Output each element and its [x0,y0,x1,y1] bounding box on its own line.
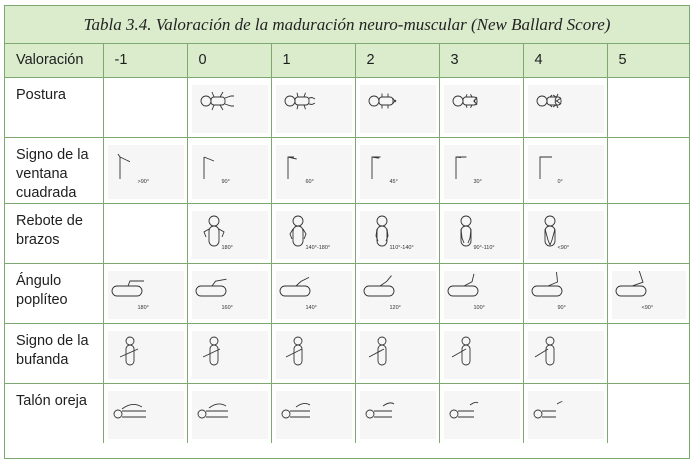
maneuver-figure [276,271,352,319]
score-cell [523,204,607,264]
heel-ear-0-icon [192,391,268,439]
maneuver-figure [192,391,268,439]
angle-label: 90°-110° [473,245,495,251]
recoil-2-icon [360,211,436,259]
score-cell [103,138,187,204]
criterion-row [5,324,689,384]
score-cell [103,324,187,384]
maneuver-figure [192,211,268,259]
score-cell [187,204,271,264]
score-cell [355,204,439,264]
score-cell [103,264,187,324]
angle-label: 180° [137,305,149,311]
criterion-row [5,78,689,138]
header-valoracion: Valoración [5,44,103,78]
score-cell [355,78,439,138]
angle-label: <90° [557,245,570,251]
window-0-icon [192,145,268,193]
angle-label: 160° [221,305,233,311]
angle-label: <90° [641,305,654,311]
criterion-label: Talón oreja [5,384,103,444]
score-cell [439,78,523,138]
header-score: 0 [187,44,271,78]
score-cell [607,204,689,264]
maneuver-figure [276,85,352,133]
score-cell [607,264,689,324]
criterion-label: Signo de la bufanda [5,324,103,384]
maneuver-figure [360,85,436,133]
header-score: 3 [439,44,523,78]
maneuver-figure [528,211,604,259]
angle-label: 30° [473,179,482,185]
posture-3-icon [444,85,520,133]
maneuver-figure [444,145,520,199]
heel-ear-3-icon [444,391,520,439]
criterion-row [5,138,689,204]
score-cell [271,324,355,384]
angle-label: 140° [305,305,317,311]
posture-2-icon [360,85,436,133]
score-cell [607,324,689,384]
scarf-1-icon [276,331,352,379]
score-cell [439,264,523,324]
recoil-0-icon [192,211,268,259]
score-cell [439,204,523,264]
maneuver-figure [360,145,436,199]
angle-label: 90° [221,179,230,185]
angle-label: 90° [557,305,566,311]
score-cell [355,138,439,204]
score-cell [439,138,523,204]
maneuver-figure [528,391,604,439]
score-cell [103,78,187,138]
popliteal-2-icon [360,271,436,319]
criterion-label: Rebote de brazos [5,204,103,264]
recoil-4-icon [528,211,604,259]
recoil-1-icon [276,211,352,259]
maneuver-figure [444,331,520,379]
angle-label: 140°-180° [305,245,331,251]
maneuver-figure [444,85,520,133]
scarf-3-icon [444,331,520,379]
heel-ear-4-icon [528,391,604,439]
score-cell [271,384,355,444]
angle-label: 120° [389,305,401,311]
window-3-icon [444,145,520,193]
maneuver-figure [108,271,184,319]
header-score: -1 [103,44,187,78]
maneuver-figure [192,145,268,199]
heel-ear-2-icon [360,391,436,439]
maneuver-figure [192,331,268,379]
angle-label: 180° [221,245,233,251]
maneuver-figure [276,145,352,199]
score-cell [187,264,271,324]
maneuver-figure [528,85,604,133]
posture-0-icon [192,85,268,133]
score-cell [523,78,607,138]
score-cell [523,138,607,204]
maneuver-figure [528,331,604,379]
angle-label: 110°-140° [389,245,414,251]
maneuver-figure [444,211,520,259]
score-cell [607,384,689,444]
score-cell [607,138,689,204]
maneuver-figure [444,391,520,439]
score-cell [187,324,271,384]
scarf-0-icon [192,331,268,379]
maneuver-figure [192,85,268,133]
recoil-3-icon [444,211,520,259]
popliteal-m1-icon [108,271,184,319]
heel-ear-m1-icon [108,391,184,439]
popliteal-0-icon [192,271,268,319]
window-4-icon [528,145,604,193]
maneuver-figure [528,271,604,319]
maneuver-figure [360,331,436,379]
score-cell [271,78,355,138]
score-cell [187,138,271,204]
score-cell [103,204,187,264]
score-cell [523,324,607,384]
score-cell [439,324,523,384]
scarf-m1-icon [108,331,184,379]
header-score: 4 [523,44,607,78]
angle-label: 60° [305,179,314,185]
criterion-row [5,204,689,264]
popliteal-4-icon [528,271,604,319]
criterion-label: Signo de la ventana cuadrada [5,138,103,204]
criterion-row [5,384,689,444]
score-cell [271,138,355,204]
angle-label: 0° [557,179,563,185]
maneuver-figure [360,271,436,319]
maneuver-figure [444,271,520,319]
angle-label: 45° [389,179,398,185]
criterion-label: Ángulo poplíteo [5,264,103,324]
score-cell [271,264,355,324]
maneuver-figure [360,211,436,259]
score-cell [439,384,523,444]
maneuver-figure [360,391,436,439]
ballard-score-table [5,44,689,443]
score-cell [355,324,439,384]
criterion-row [5,264,689,324]
posture-1-icon [276,85,352,133]
score-cell [187,78,271,138]
window-1-icon [276,145,352,193]
score-cell [355,384,439,444]
maneuver-figure [108,391,184,439]
maneuver-figure [276,331,352,379]
angle-label: 100° [473,305,485,311]
header-score: 2 [355,44,439,78]
score-cell [523,264,607,324]
maneuver-figure [192,271,268,319]
score-cell [355,264,439,324]
popliteal-1-icon [276,271,352,319]
popliteal-5-icon [612,271,688,319]
window-2-icon [360,145,436,193]
score-cell [523,384,607,444]
score-cell [271,204,355,264]
angle-label: >90° [137,179,150,185]
criterion-label: Postura [5,78,103,138]
ballard-score-table-frame [4,5,690,459]
maneuver-figure [276,211,352,259]
score-cell [607,78,689,138]
maneuver-figure [612,271,687,319]
header-row [5,44,689,78]
maneuver-figure [108,331,184,379]
header-score: 5 [607,44,689,78]
heel-ear-1-icon [276,391,352,439]
scarf-2-icon [360,331,436,379]
score-cell [103,384,187,444]
table-caption: Tabla 3.4. Valoración de la maduración neuro-muscular (New Ballard Score) [5,6,689,44]
maneuver-figure [528,145,604,199]
scarf-4-icon [528,331,604,379]
maneuver-figure [108,145,184,199]
popliteal-3-icon [444,271,520,319]
window-m1-icon [108,145,184,193]
header-score: 1 [271,44,355,78]
maneuver-figure [276,391,352,439]
posture-4-icon [528,85,604,133]
score-cell [187,384,271,444]
